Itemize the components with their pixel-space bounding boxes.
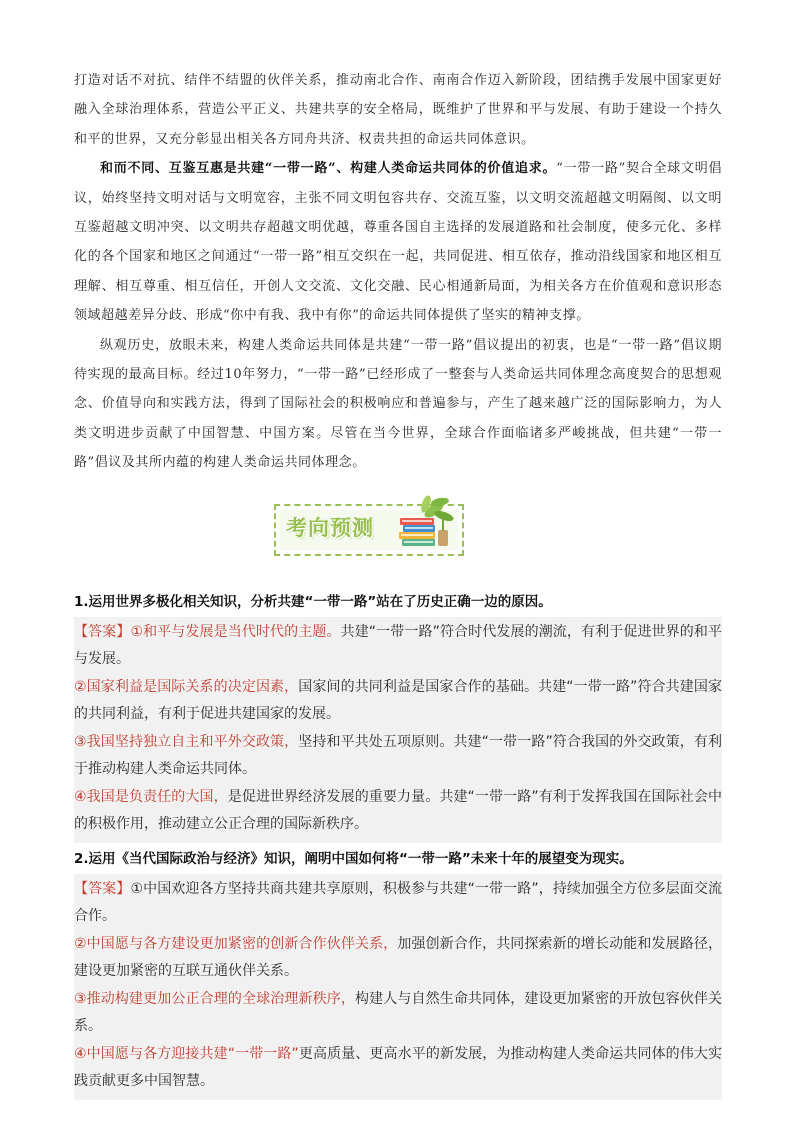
paragraph-2-body: “一带一路”契合全球文明倡议，始终坚持文明对话与文明宽容，主张不同文明包容共存、交流互鉴，以文明交流超越文明隔阂、以文明互鉴超越文明冲突、以文明共存超越文明优越，尊重各国自主选择的发展道路和社会制度，使多元化、多样化的各个国家和地区之间通过“一带一路”相互交织在一起，共同促进、相互依存，推动沿线国家和地区相互理解、相互尊重、相互信任，开创人文交流、文化交融、民心相通新局面，为相关各方在价值观和意识形态领域超越差异分歧、形成“你中有我、我中有你”的命运共同体提供了坚实的精神支撑。 (74, 161, 722, 324)
answer-1-2: ②国家利益是国际关系的决定因素，国家间的共同利益是国家合作的基础。共建“一带一路”符合共建国家的共同利益，有利于促进共建国家的发展。 (74, 678, 722, 723)
answer-1-3: ③我国坚持独立自主和平外交政策，坚持和平共处五项原则。共建“一带一路”符合我国的外交政策，有利于推动构建人类命运共同体。 (74, 733, 722, 778)
question-block-1 (74, 588, 722, 843)
answer-2-1: 【答案】①中国欢迎各方坚持共商共建共享原则，积极参与共建“一带一路”，持续加强全方位多层面交流合作。 (74, 880, 722, 925)
question-2: 2.运用《当代国际政治与经济》知识，阐明中国如何将“一带一路”未来十年的展望变为现实。 (74, 850, 633, 867)
answer-tag: 【答案】 (74, 880, 131, 897)
answer-tag: 【答案】 (74, 623, 131, 640)
books-plant-icon (390, 490, 458, 552)
paragraph-1: 打造对话不对抗、结伴不结盟的伙伴关系，推动南北合作、南南合作迈入新阶段，团结携手发展中国家更好融入全球治理体系，营造公平正义、共建共享的安全格局，既维护了世界和平与发展、有助于建设一个持久和平的世界，又充分彰显出相关各方同舟共济、权责共担的命运共同体意识。 (74, 73, 722, 147)
document-page (74, 66, 722, 1102)
answer-2-4: ④中国愿与各方迎接共建“一带一路”更高质量、更高水平的新发展，为推动构建人类命运共同体的伟大实践贡献更多中国智慧。 (74, 1045, 722, 1090)
questions-section (74, 588, 722, 1100)
answer-block-1 (74, 617, 722, 843)
section-banner-area (74, 478, 722, 588)
paragraph-2 (74, 154, 722, 330)
answer-2-2: ②中国愿与各方建设更加紧密的创新合作伙伴关系，加强创新合作，共同探索新的增长动能和发展路径，建设更加紧密的互联互通伙伴关系。 (74, 935, 723, 980)
question-1: 1.运用世界多极化相关知识，分析共建“一带一路”站在了历史正确一边的原因。 (74, 593, 552, 610)
banner-title: 考向预测 (286, 515, 374, 540)
answer-2-3: ③推动构建更加公正合理的全球治理新秩序，构建人与自然生命共同体，建设更加紧密的开放包容伙伴关系。 (74, 990, 722, 1035)
section-banner (274, 504, 464, 556)
question-block-2 (74, 845, 722, 1100)
answer-1-1: 【答案】①和平与发展是当代时代的主题。共建“一带一路”符合时代发展的潮流，有利于促进世界的和平与发展。 (74, 623, 722, 668)
answer-1-4: ④我国是负责任的大国，是促进世界经济发展的重要力量。共建“一带一路”有利于发挥我国在国际社会中的积极作用，推动建立公正合理的国际新秩序。 (74, 788, 722, 833)
paragraph-3: 纵观历史，放眼未来，构建人类命运共同体是共建“一带一路”倡议提出的初衷，也是“一带一路”倡议期待实现的最高目标。经过10年努力，“一带一路”已经形成了一整套与人类命运共同体理念高度契合的思想观念、价值导向和实践方法，得到了国际社会的积极响应和普遍参与，产生了越来越广泛的国际影响力，为人类文明进步贡献了中国智慧、中国方案。尽管在当今世界，全球合作面临诸多严峻挑战，但共建“一带一路”倡议及其所内蕴的构建人类命运共同体理念。 (74, 337, 722, 471)
paragraph-2-heading: 和而不同、互鉴互惠是共建“一带一路”、构建人类命运共同体的价值追求。 (100, 161, 557, 177)
answer-block-2 (74, 874, 722, 1100)
